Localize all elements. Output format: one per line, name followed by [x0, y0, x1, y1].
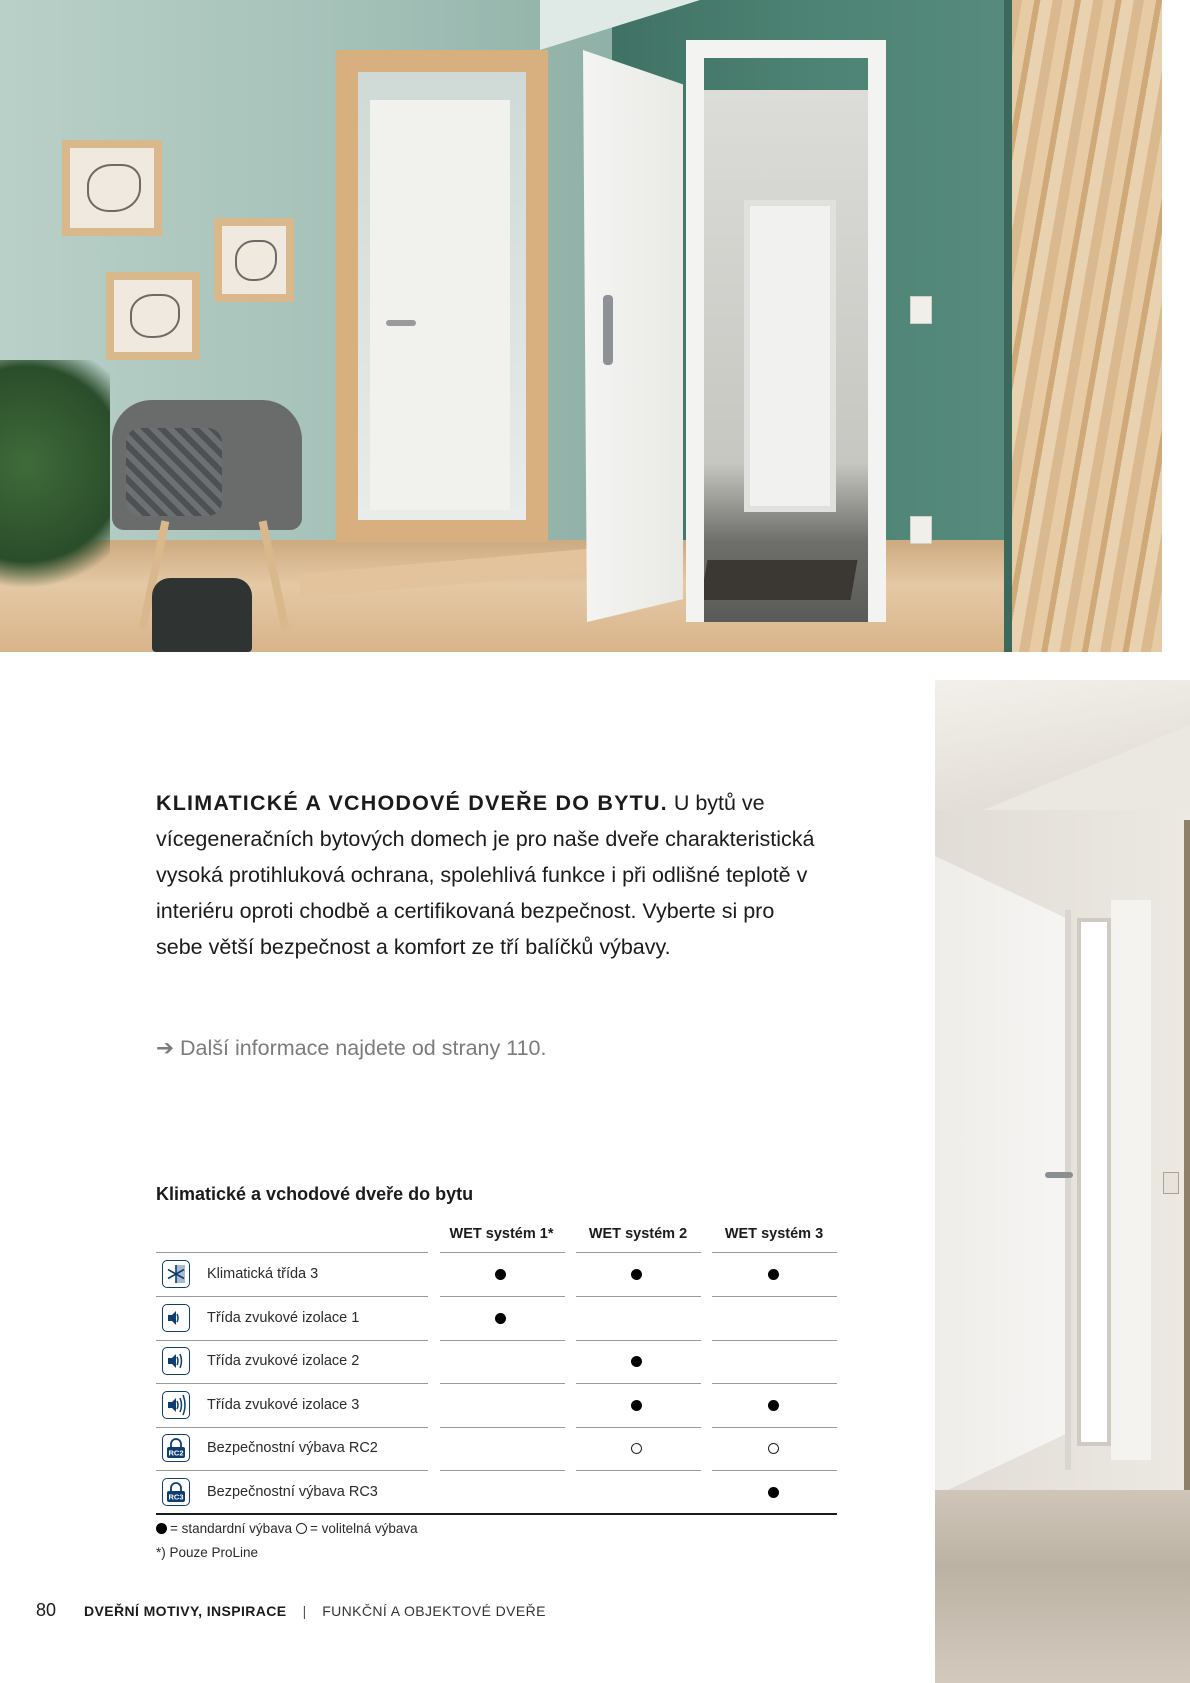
socket — [910, 516, 932, 544]
padlock-rc2-icon — [162, 1434, 190, 1462]
intro-paragraph — [156, 785, 816, 965]
light-switch — [910, 296, 932, 324]
bag — [152, 578, 252, 652]
speaker-three-waves-icon — [162, 1391, 190, 1419]
footer-separator: | — [302, 1602, 307, 1619]
door-frame — [686, 40, 886, 622]
row-label: Klimatická třída 3 — [207, 1266, 319, 1282]
optional-equipment-ring — [765, 1440, 781, 1456]
door-handle — [1045, 1172, 1073, 1178]
table-bottom-rule — [156, 1513, 837, 1515]
table-footnote: *) Pouze ProLine — [156, 1545, 259, 1560]
speaker-one-wave-icon — [162, 1304, 190, 1332]
row-label: Třída zvukové izolace 2 — [207, 1353, 360, 1370]
table-header-rule — [156, 1252, 428, 1253]
standard-equipment-dot — [492, 1266, 508, 1282]
more-info-link[interactable]: ➔ Další informace najdete od strany 110. — [156, 1036, 547, 1060]
light-switch — [1163, 1172, 1179, 1194]
table-row — [156, 1384, 837, 1428]
intro-lead: KLIMATICKÉ A VCHODOVÉ DVEŘE DO BYTU. — [156, 791, 668, 815]
empty-ring-icon — [296, 1523, 307, 1534]
standard-equipment-dot — [765, 1484, 781, 1500]
wood-panel — [1012, 0, 1162, 652]
cushion — [126, 428, 222, 516]
table-row — [156, 1297, 837, 1341]
standard-equipment-dot — [765, 1266, 781, 1282]
table-header-rule — [712, 1252, 837, 1253]
table-header-rule — [440, 1252, 565, 1253]
wall-art-1 — [62, 140, 162, 236]
intro-body: U bytů ve vícegeneračních bytových domech je pro naše dveře charakteristická vysoká protihluková ochrana, spolehlivá funkce i při odlišné teplotě v interiéru oproti chodbě a certifikovaná bezpečnost. Vyberte si pro sebe větší bezpečnost a komfort ze tří balíčků výbavy. — [156, 791, 815, 959]
footer-section: DVEŘNÍ MOTIVY, INSPIRACE — [84, 1602, 287, 1619]
door-photo — [935, 680, 1190, 1683]
standard-equipment-dot — [492, 1310, 508, 1326]
tiled-floor — [935, 1490, 1190, 1683]
plant — [0, 360, 110, 620]
climate-snowflake-sun-icon — [162, 1260, 190, 1288]
table-title: Klimatické a vchodové dveře do bytu — [156, 1184, 474, 1204]
row-label: Bezpečnostní výbava RC2 — [207, 1440, 378, 1457]
table-row — [156, 1253, 837, 1297]
column-header-wet-3: WET systém 3 — [724, 1226, 824, 1242]
optional-equipment-ring — [628, 1440, 644, 1456]
page-footer — [36, 1600, 546, 1621]
table-row — [156, 1471, 837, 1515]
row-label: Třída zvukové izolace 3 — [207, 1396, 360, 1413]
row-label: Třída zvukové izolace 1 — [207, 1309, 360, 1326]
table-header-rule — [576, 1252, 701, 1253]
table-row — [156, 1427, 837, 1471]
wall-art-2 — [214, 218, 294, 302]
standard-equipment-dot — [628, 1397, 644, 1413]
hallway-photo — [0, 0, 1162, 652]
standard-equipment-dot — [765, 1397, 781, 1413]
wall-art-3 — [106, 272, 200, 360]
speaker-two-waves-icon — [162, 1347, 190, 1375]
open-apartment-door — [583, 50, 683, 622]
svg-text:RC3: RC3 — [168, 1492, 184, 1502]
legend-optional: = volitelná výbava — [309, 1521, 418, 1536]
column-header-wet-1: WET systém 1* — [449, 1226, 554, 1242]
footer-subsection: FUNKČNÍ A OBJEKTOVÉ DVEŘE — [322, 1602, 546, 1619]
table-legend — [156, 1521, 418, 1536]
mirror — [336, 50, 548, 542]
column-header-wet-2: WET systém 2 — [588, 1226, 688, 1242]
legend-standard: = standardní výbava — [170, 1521, 292, 1536]
row-label: Bezpečnostní výbava RC3 — [207, 1484, 378, 1500]
table-row — [156, 1340, 837, 1384]
standard-equipment-dot — [628, 1266, 644, 1282]
padlock-rc3-icon — [162, 1478, 190, 1506]
svg-text:RC2: RC2 — [168, 1448, 184, 1458]
standard-equipment-dot — [628, 1353, 644, 1369]
page-number: 80 — [36, 1600, 57, 1620]
filled-dot-icon — [156, 1523, 167, 1534]
